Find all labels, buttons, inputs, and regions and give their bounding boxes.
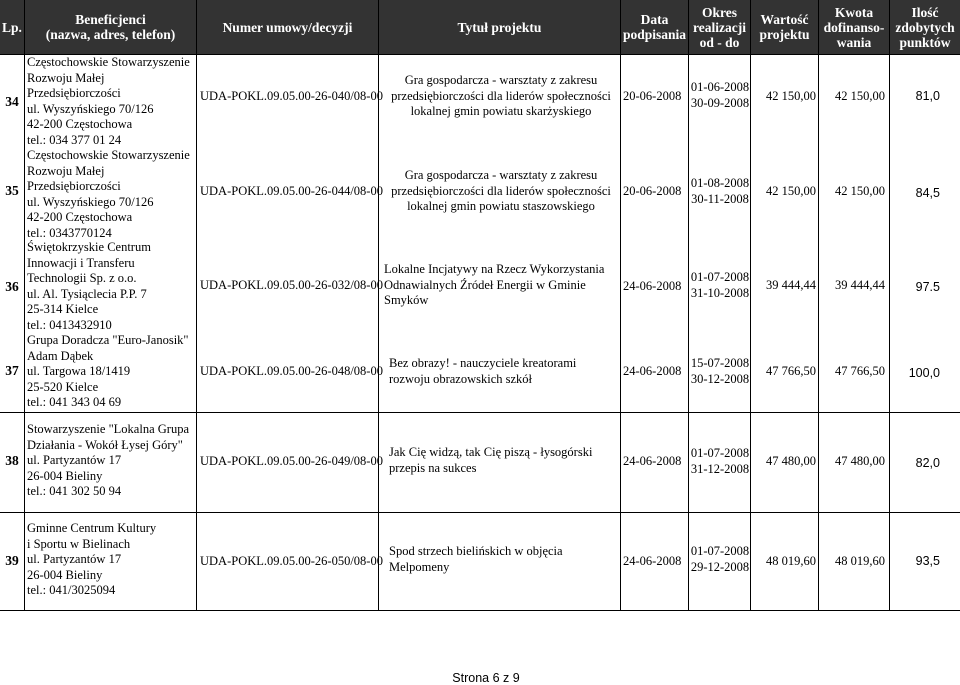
row-lp: 39 (5, 553, 19, 568)
header-data: Data podpisania (621, 0, 688, 54)
row-wartosc: 42 150,00 (766, 184, 816, 198)
row-okres: 01-08-2008 30-11-2008 (690, 176, 750, 206)
grid-line (24, 0, 25, 610)
header-tytul: Tytuł projektu (379, 0, 620, 54)
row-tytul: Gra gospodarcza - warsztaty z zakresu przedsiębiorczości dla liderów społeczności lokalnej gmin powiatu skarżyskiego (391, 73, 611, 118)
row-numer: UDA-POKL.09.05.00-26-050/08-00 (200, 554, 383, 568)
row-data: 20-06-2008 (623, 89, 682, 103)
row-ilosc: 100,0 (908, 366, 940, 380)
header-beneficjent: Beneficjenci (nazwa, adres, telefon) (25, 0, 196, 54)
row-lp: 35 (5, 183, 19, 198)
row-kwota: 47 480,00 (835, 454, 885, 468)
row-ilosc: 97.5 (915, 280, 940, 294)
row-beneficjent: Grupa Doradcza "Euro-Janosik" Adam Dąbek ul. Targowa 18/1419 25-520 Kielce tel.: 041 343 04 69 (27, 333, 189, 409)
header-lp: Lp. (0, 0, 24, 54)
grid-line (688, 0, 689, 610)
row-numer: UDA-POKL.09.05.00-26-049/08-00 (200, 454, 383, 468)
row-okres: 01-06-2008 30-09-2008 (690, 80, 750, 110)
row-wartosc: 47 480,00 (766, 454, 816, 468)
grid-line (0, 610, 960, 611)
row-ilosc: 81,0 (915, 89, 940, 103)
row-okres: 01-07-2008 31-12-2008 (690, 446, 750, 476)
row-numer: UDA-POKL.09.05.00-26-048/08-00 (200, 364, 383, 378)
row-numer: UDA-POKL.09.05.00-26-044/08-00 (200, 184, 383, 198)
row-data: 24-06-2008 (623, 454, 682, 468)
row-data: 24-06-2008 (623, 279, 682, 293)
grid-line (0, 512, 960, 513)
header-wartosc: Wartość projektu (751, 0, 818, 54)
row-lp: 37 (5, 363, 19, 378)
row-beneficjent: Gminne Centrum Kultury i Sportu w Bielinach ul. Partyzantów 17 26-004 Bieliny tel.: 041/3025094 (27, 521, 157, 597)
header-ilosc: Ilość zdobytych punktów (890, 0, 960, 54)
page-footer: Strona 6 z 9 (452, 671, 520, 685)
row-okres: 01-07-2008 29-12-2008 (690, 544, 750, 574)
row-tytul: Lokalne Incjatywy na Rzecz Wykorzystania Odnawialnych Źródeł Energii w Gminie Smyków (384, 262, 605, 307)
row-kwota: 39 444,44 (835, 278, 885, 292)
row-lp: 34 (5, 94, 19, 109)
row-wartosc: 39 444,44 (766, 278, 816, 292)
row-lp: 36 (5, 279, 19, 294)
row-tytul: Bez obrazy! - nauczyciele kreatorami rozwoju obrazowskich szkół (389, 356, 577, 386)
row-beneficjent: Częstochowskie Stowarzyszenie Rozwoju Małej Przedsiębiorczości ul. Wyszyńskiego 70/126 42-200 Częstochowa tel.: 0343770124 (27, 148, 190, 240)
grid-line (196, 0, 197, 610)
row-numer: UDA-POKL.09.05.00-26-040/08-00 (200, 89, 383, 103)
row-tytul: Spod strzech bielińskich w objęcia Melpomeny (389, 544, 563, 574)
row-numer: UDA-POKL.09.05.00-26-032/08-00 (200, 278, 383, 292)
row-kwota: 42 150,00 (835, 184, 885, 198)
row-ilosc: 82,0 (915, 456, 940, 470)
row-kwota: 48 019,60 (835, 554, 885, 568)
row-wartosc: 42 150,00 (766, 89, 816, 103)
row-wartosc: 47 766,50 (766, 364, 816, 378)
row-kwota: 47 766,50 (835, 364, 885, 378)
row-data: 20-06-2008 (623, 184, 682, 198)
row-wartosc: 48 019,60 (766, 554, 816, 568)
header-okres: Okres realizacji od - do (689, 0, 750, 54)
header-numer: Numer umowy/decyzji (197, 0, 378, 54)
row-beneficjent: Stowarzyszenie "Lokalna Grupa Działania - Wokół Łysej Góry" ul. Partyzantów 17 26-004 Bieliny tel.: 041 302 50 94 (27, 422, 189, 498)
row-kwota: 42 150,00 (835, 89, 885, 103)
row-beneficjent: Częstochowskie Stowarzyszenie Rozwoju Małej Przedsiębiorczości ul. Wyszyńskiego 70/126 42-200 Częstochowa tel.: 034 377 01 24 (27, 55, 190, 147)
grid-line (0, 412, 960, 413)
row-tytul: Gra gospodarcza - warsztaty z zakresu przedsiębiorczości dla liderów społeczności lokalnej gmin powiatu staszowskiego (391, 168, 611, 213)
row-okres: 01-07-2008 31-10-2008 (690, 270, 750, 300)
row-tytul: Jak Cię widzą, tak Cię piszą - łysogórski przepis na sukces (389, 445, 593, 475)
row-data: 24-06-2008 (623, 364, 682, 378)
row-ilosc: 93,5 (915, 554, 940, 568)
row-lp: 38 (5, 453, 19, 468)
row-data: 24-06-2008 (623, 554, 682, 568)
row-okres: 15-07-2008 30-12-2008 (690, 356, 750, 386)
row-beneficjent: Świętokrzyskie Centrum Innowacji i Transferu Technologii Sp. z o.o. ul. Al. Tysiąclecia P.P. 7 25-314 Kielce tel.: 0413432910 (27, 240, 151, 332)
row-ilosc: 84,5 (915, 186, 940, 200)
header-kwota: Kwota dofinanso- wania (819, 0, 889, 54)
